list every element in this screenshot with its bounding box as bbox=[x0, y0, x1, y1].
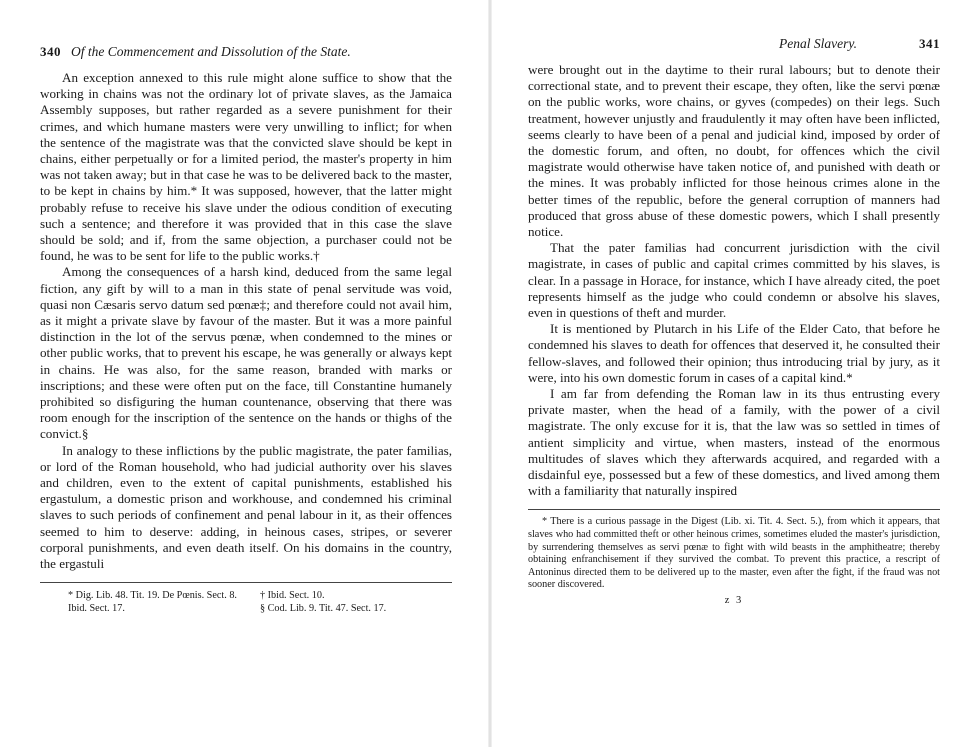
paragraph: Among the consequences of a harsh kind, deduced from the same legal fiction, any gift by will to a man in this state of penal servitude was void, quasi non Cæsaris servo datum sed pœnæ‡; and therefore could not avail him, as it might a private slave by favour of the master. But it was a more painful distinction in the lot of the servus pœnæ, when condemned to the mines or other public works, that to prevent his escape, he was generally or always kept in chains. He was also, for the same reason, branded with marks or inscriptions; and these were often put on the face, till Constantine humanely prohibited so disfiguring the human countenance, observing that there was room enough for the inscription of the sentence on the hands or thighs of the convict.§ bbox=[40, 264, 452, 442]
footnote: * There is a curious passage in the Digest (Lib. xi. Tit. 4. Sect. 5.), from which it appears, that slaves who had committed theft or other heinous crimes, sometimes eluded the master's jurisdiction, by surrendering themselves as servi pœnæ to fight with wild beasts in the amphitheatre; thereby obtaining enfranchisement if they survived the combat. To prevent this practice, a rescript of Antoninus directed them to be delivered up to the master, even after the fight, if the fraud was not sooner discovered. bbox=[528, 516, 940, 591]
footnote: § Cod. Lib. 9. Tit. 47. Sect. 17. bbox=[260, 603, 387, 615]
paragraph: It is mentioned by Plutarch in his Life of the Elder Cato, that before he condemned his slaves to death for offences that deserved it, he consulted their fellow-slaves, and followed their opinion; thus introducing trial by jury, as it were, into his own domestic forum in cases of a capital kind.* bbox=[528, 321, 940, 385]
right-running-head bbox=[528, 36, 940, 54]
left-body-text bbox=[40, 70, 452, 572]
paragraph: In analogy to these inflictions by the public magistrate, the pater familias, or lord of the Roman household, who had judicial authority over his slaves and children, even to the extent of capital punishments, established his ergastulum, a domestic prison and workhouse, and condemned his criminal slaves to such periods of confinement and penal labour in it, as their offences seemed to him to deserve: adding, in heinous cases, stripes, or severer corporal punishments, and even death itself. On his domains in the country, the ergastuli bbox=[40, 442, 452, 572]
signature-mark: z 3 bbox=[724, 595, 744, 607]
right-page-number: 341 bbox=[919, 36, 940, 51]
left-footnotes bbox=[40, 589, 452, 615]
left-running-head bbox=[40, 44, 452, 62]
footnote-rule bbox=[40, 582, 452, 583]
paragraph: An exception annexed to this rule might alone suffice to show that the working in chains was not the ordinary lot of private slaves, as the Jamaica Assembly supposes, but rather regarded as a severe punishment for their crimes, and which humane masters were very unwilling to inflict; for when the sentence of the magistrate was that the convicted slave should be kept in chains, either perpetually or for a limited period, the master's property in him was not taken away; but in that case he was to be delivered back to the master, to be kept in chains by him.* It was supposed, however, that the latter might probably refuse to receive his slave under the odious condition of executing such a sentence; and therefore it was provided that in this case the slave should be sold; and if, from the same objection, a purchaser could not be found, he was to be sent for life to the public works.† bbox=[40, 70, 452, 264]
left-running-title: Of the Commencement and Dissolution of the State. bbox=[71, 44, 351, 59]
footnote-rule bbox=[528, 509, 940, 510]
paragraph: That the pater familias had concurrent jurisdiction with the civil magistrate, in cases of public and capital crimes committed by his slaves, is clear. In a passage in Horace, for instance, which I have already cited, the poet represents himself as the judge who could condemn or absolve his slaves, even in questions of theft and murder. bbox=[528, 240, 940, 321]
right-body-text bbox=[528, 62, 940, 499]
right-footnotes bbox=[528, 516, 940, 592]
footnote: † Ibid. Sect. 10. bbox=[260, 590, 325, 602]
right-running-title: Penal Slavery. bbox=[779, 36, 857, 51]
left-page-number: 340 bbox=[40, 44, 61, 59]
right-page bbox=[490, 0, 980, 747]
footnote: Ibid. Sect. 17. bbox=[68, 603, 125, 615]
footnote: * Dig. Lib. 48. Tit. 19. De Pœnis. Sect. 8. bbox=[68, 590, 237, 602]
paragraph: were brought out in the daytime to their rural labours; but to denote their correctional state, and to prevent their escape, they often, like the servi pœnæ on the public works, wore chains, or gyves (compedes) on their legs. Such treatment, however unjustly and fraudulently it may often have been inflicted, seems clearly to have been of a penal and judicial kind, imposed by order of the domestic forum, and often, no doubt, for offences which the civil magistrate would otherwise have taken notice of, and punished with death or the mines. It was probably inflicted for those heinous crimes alone in the better times of the republic, before the general corruption of manners had produced that gross abuse of these domestic powers, which I shall presently notice. bbox=[528, 62, 940, 240]
paragraph: I am far from defending the Roman law in its thus entrusting every private master, when the head of a family, with the power of a civil magistrate. The only excuse for it is, that the law was so settled in times of antient simplicity and virtue, when masters, instead of the enormous multitudes of slaves which they afterwards acquired, and regarded with a disdainful eye, possessed but a few of these domestics, and lived among them with a familiarity that naturally inspired bbox=[528, 386, 940, 499]
